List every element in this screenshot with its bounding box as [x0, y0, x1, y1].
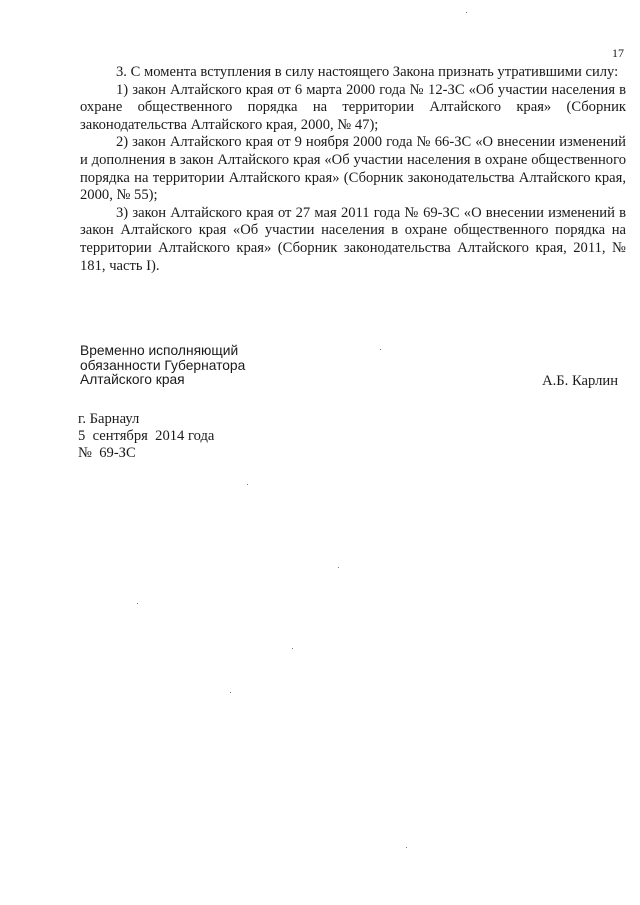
- law-body-text: [80, 64, 626, 275]
- place-date-number-block: [78, 411, 214, 462]
- city-line: г. Барнаул: [78, 411, 140, 427]
- paragraph-repeal-item-2: 2) закон Алтайского края от 9 ноября 2000 года № 66-ЗС «О внесении изменений и дополнения в закон Алтайского края «Об участии населения в охране общественного порядка на территории Алтайского края» (Сборник законодательства Алтайского края, 2000, № 55);: [80, 134, 626, 204]
- date-line: 5 сентября 2014 года: [78, 428, 215, 444]
- scan-speck: [406, 847, 407, 848]
- scan-speck: [292, 648, 293, 649]
- signature-block: [80, 344, 620, 388]
- scan-speck: [338, 567, 339, 568]
- paragraph-repeal-intro: 3. С момента вступления в силу настоящего Закона признать утратившими силу:: [116, 64, 619, 80]
- page-number: 17: [612, 46, 624, 60]
- signatory-title-line-1: Временно исполняющий: [80, 343, 239, 358]
- paragraph-repeal-item-1: 1) закон Алтайского края от 6 марта 2000 года № 12-ЗС «Об участии населения в охране общественного порядка на территории Алтайского края» (Сборник законодательства Алтайского края, 2000, № 47);: [80, 81, 626, 133]
- scan-speck: [247, 484, 248, 485]
- signatory-name: А.Б. Карлин: [542, 373, 618, 389]
- scan-speck: [230, 692, 231, 693]
- signatory-title-line-2: обязанности Губернатора: [80, 357, 246, 373]
- scan-speck: [137, 603, 138, 604]
- scan-speck: [466, 12, 467, 13]
- scan-speck: [380, 349, 381, 350]
- paragraph-repeal-item-3: 3) закон Алтайского края от 27 мая 2011 года № 69-ЗС «О внесении изменений в закон Алтайского края «Об участии населения в охране общественного порядка на территории Алтайского края» (Сборник законодательства Алтайского края, 2011, № 181, часть I).: [80, 204, 626, 274]
- signatory-title-line-3: Алтайского края: [80, 372, 185, 388]
- law-number-line: № 69-ЗС: [78, 445, 136, 461]
